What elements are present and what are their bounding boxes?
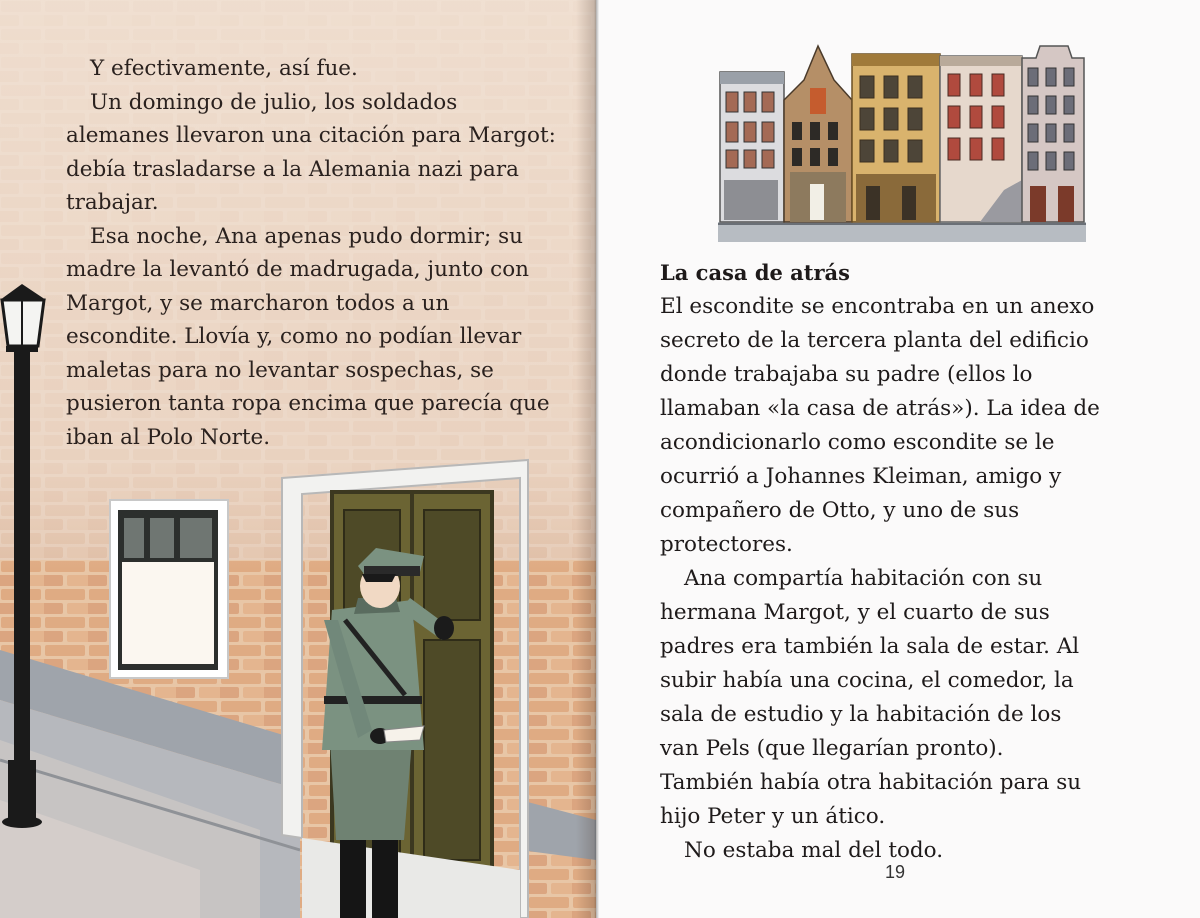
right-page-text [660, 256, 1100, 868]
paragraph: Esa noche, Ana apenas pudo dormir; su madre la levantó de madrugada, junto con Margot, y se marcharon todos a un escondite. Llovía y, como no podían llevar maletas para no levantar sospechas, se pusieron tanta ropa encima que parecía que iban al Polo Norte. [66, 223, 550, 450]
paragraph: Un domingo de julio, los soldados alemanes llevaron una citación para Margot: debía trasladarse a la Alemania nazi para trabajar. [66, 89, 556, 215]
canal-houses-illustration [718, 40, 1086, 244]
paragraph: Ana compartía habitación con su hermana Margot, y el cuarto de sus padres era también la sala de estar. Al subir había una cocina, el comedor, la sala de estudio y la habitación de los van Pels (que llegarían pronto). También había otra habitación para su hijo Peter y un ático. [660, 566, 1082, 829]
left-page-text [66, 52, 556, 454]
paragraph: El escondite se encontraba en un anexo secreto de la tercera planta del edificio donde trabajaba su padre (ellos lo llamaban «la casa de atrás»). La idea de acondicionarlo como escondite se le ocurrió a Johannes Kleiman, amigo y compañero de Otto, y uno de sus protectores. [660, 294, 1100, 557]
paragraph: No estaba mal del todo. [684, 838, 944, 863]
paragraph: Y efectivamente, así fue. [90, 56, 358, 81]
left-page [0, 0, 596, 918]
section-heading: La casa de atrás [660, 260, 850, 285]
page-number: 19 [884, 862, 906, 882]
